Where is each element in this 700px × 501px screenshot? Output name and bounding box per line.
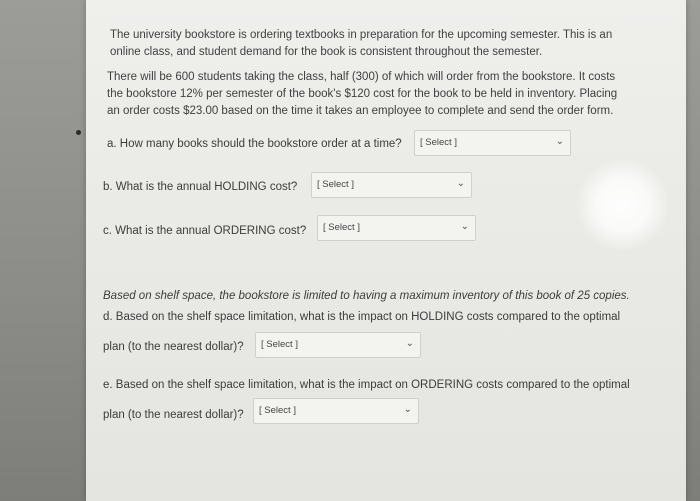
question-c-select[interactable] (317, 215, 476, 241)
question-c-label: c. What is the annual ORDERING cost? (103, 225, 307, 237)
chevron-down-icon: ⌄ (456, 178, 465, 189)
question-a-select-value: [ Select ] (420, 137, 457, 148)
question-d-label-line1: d. Based on the shelf space limitation, what is the impact on HOLDING costs compared to the optimal (103, 311, 621, 323)
question-b-label: b. What is the annual HOLDING cost? (103, 181, 298, 193)
intro-paragraph-2: There will be 600 students taking the class, half (300) of which will order from the bookstore. It costs the bookstore 12% per semester of the book's $120 cost for the book to be held in inventory. Placing an order costs $23.00 based on the time it takes an employee to complete and send the order form. (107, 71, 618, 117)
question-e-label-line2: plan (to the nearest dollar)? (103, 409, 244, 421)
shelf-space-note: Based on shelf space, the bookstore is limited to having a maximum inventory of this book of 25 copies. (103, 290, 630, 302)
chevron-down-icon: ⌄ (555, 136, 564, 147)
question-e-label-line1: e. Based on the shelf space limitation, what is the impact on ORDERING costs compared to the optimal (103, 379, 630, 391)
question-d-label-line2: plan (to the nearest dollar)? (103, 341, 244, 353)
chevron-down-icon: ⌄ (460, 221, 469, 232)
question-b-select-value: [ Select ] (317, 179, 354, 190)
question-d-select-value: [ Select ] (261, 339, 298, 350)
bullet-dot (76, 130, 81, 135)
question-a-label: a. How many books should the bookstore order at a time? (107, 138, 402, 150)
question-c-select-value: [ Select ] (323, 222, 360, 233)
chevron-down-icon: ⌄ (405, 338, 414, 349)
question-a-select[interactable] (414, 130, 571, 156)
question-e-select-value: [ Select ] (259, 405, 296, 416)
intro-paragraph-1: The university bookstore is ordering textbooks in preparation for the upcoming semester. This is an online class, and student demand for the book is consistent throughout the semester. (110, 29, 613, 58)
chevron-down-icon: ⌄ (403, 404, 412, 415)
question-b-select[interactable] (311, 172, 472, 198)
question-d-select[interactable] (255, 332, 421, 358)
question-e-select[interactable] (253, 398, 419, 424)
